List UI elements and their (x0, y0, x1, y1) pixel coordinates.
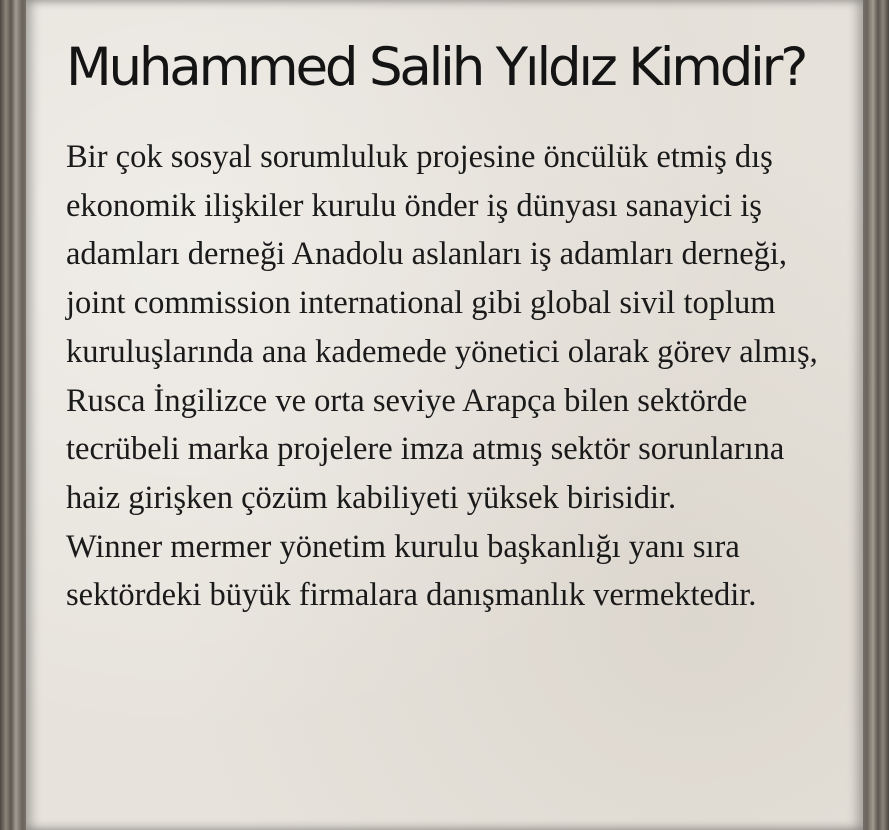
page-title: Muhammed Salih Yıldız Kimdir? (66, 37, 806, 98)
article-body (66, 133, 846, 620)
paragraph-current-role: Winner mermer yönetim kurulu başkanlığı yanı sıra sektördeki büyük firmalara danışmanlık vermektedir. (66, 528, 757, 614)
paragraph-biography: Bir çok sosyal sorumluluk projesine öncülük etmiş dış ekonomik ilişkiler kurulu önder iş dünyası sanayici iş adamları derneği Anadolu aslanları iş adamları derneği, joint commission international gibi global sivil toplum kuruluşlarında ana kademede yönetici olarak görev almış, Rusca İngilizce ve orta seviye Arapça bilen sektörde tecrübeli marka projelere imza atmış sektör sorunlarına haiz girişken çözüm kabiliyeti yüksek birisidir. (66, 139, 818, 516)
